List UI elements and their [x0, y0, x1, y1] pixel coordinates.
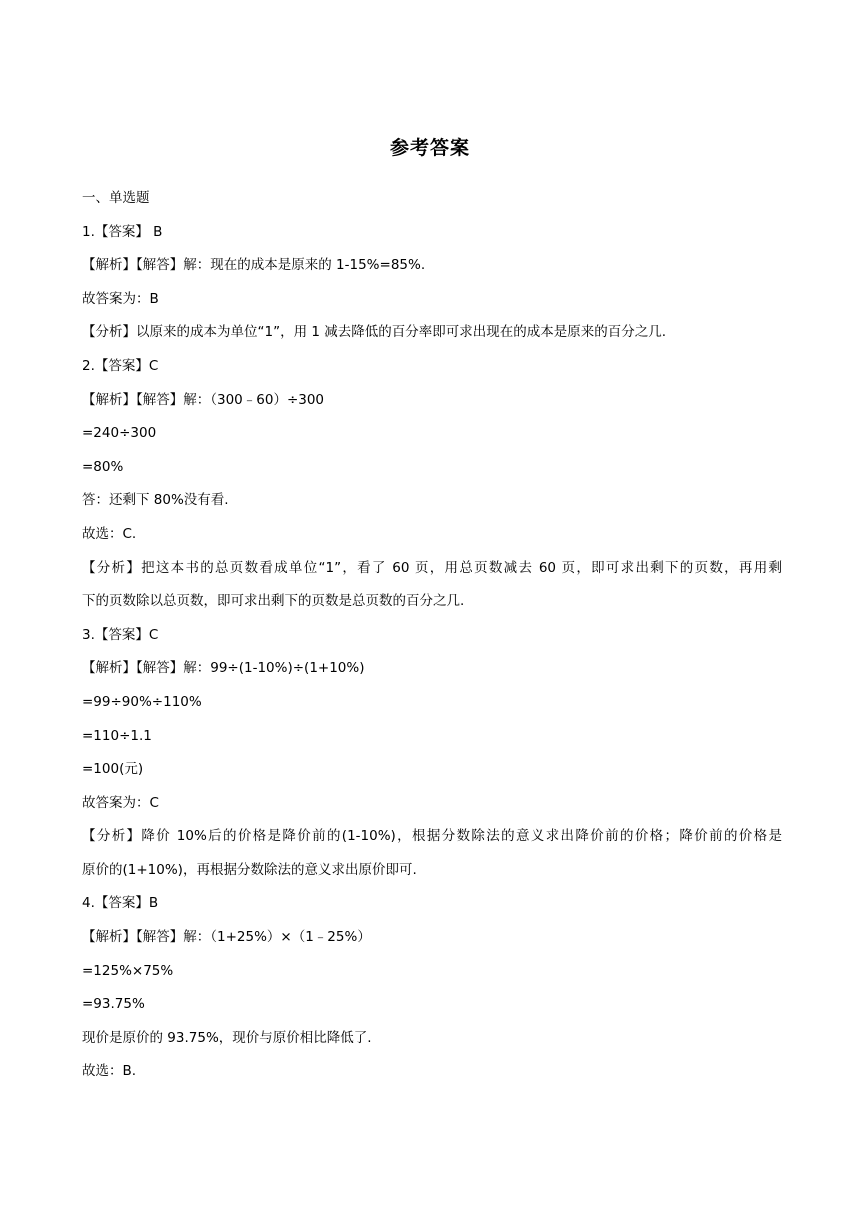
- q2-answer: 2.【答案】C: [82, 357, 159, 374]
- q4-solution: 【解析】【解答】解：（1+25%）×（1﹣25%）: [82, 929, 371, 946]
- q3-analysis-cont: 原价的(1+10%)，再根据分数除法的意义求出原价即可.: [82, 861, 417, 878]
- q2-analysis: 【分析】把这本书的总页数看成单位“1”，看了 60 页，用总页数减去 60 页，即可求出剩下的页数，再用剩: [82, 559, 782, 576]
- section-heading: 一、单选题: [82, 190, 150, 206]
- q3-solution: 【解析】【解答】解：99÷(1-10%)÷(1+10%): [82, 660, 365, 677]
- document-title: 参考答案: [389, 137, 470, 159]
- q4-step: =125%×75%: [82, 962, 174, 979]
- q3-step: =110÷1.1: [82, 727, 152, 744]
- q1-solution: 【解析】【解答】解：现在的成本是原来的 1-15%=85%.: [82, 257, 426, 274]
- q4-answer: 4.【答案】B: [82, 895, 159, 912]
- q2-step: =80%: [82, 458, 124, 475]
- q3-analysis: 【分析】降价 10%后的价格是降价前的(1-10%)，根据分数除法的意义求出降价前的价格；降价前的价格是: [82, 828, 782, 845]
- q4-step: =93.75%: [82, 996, 145, 1013]
- q2-reply: 答：还剩下 80%没有看.: [82, 492, 229, 509]
- q2-solution: 【解析】【解答】解：（300﹣60）÷300: [82, 391, 325, 408]
- q4-conclusion: 故选：B.: [82, 1063, 137, 1080]
- q4-explanation: 现价是原价的 93.75%，现价与原价相比降低了.: [82, 1029, 372, 1046]
- answer-content: [82, 182, 782, 1089]
- q3-step: =100(元): [82, 761, 144, 778]
- q3-answer: 3.【答案】C: [82, 626, 159, 643]
- q1-answer: 1.【答案】 B: [82, 223, 163, 240]
- q3-conclusion: 故答案为：C: [82, 794, 159, 811]
- q3-step: =99÷90%÷110%: [82, 693, 202, 710]
- q2-analysis-cont: 下的页数除以总页数，即可求出剩下的页数是总页数的百分之几.: [82, 593, 465, 610]
- q2-step: =240÷300: [82, 425, 157, 442]
- q1-conclusion: 故答案为：B: [82, 290, 159, 307]
- q2-conclusion: 故选：C.: [82, 525, 137, 542]
- q1-analysis: 【分析】以原来的成本为单位“1”，用 1 减去降低的百分率即可求出现在的成本是原来的百分之几.: [82, 324, 667, 341]
